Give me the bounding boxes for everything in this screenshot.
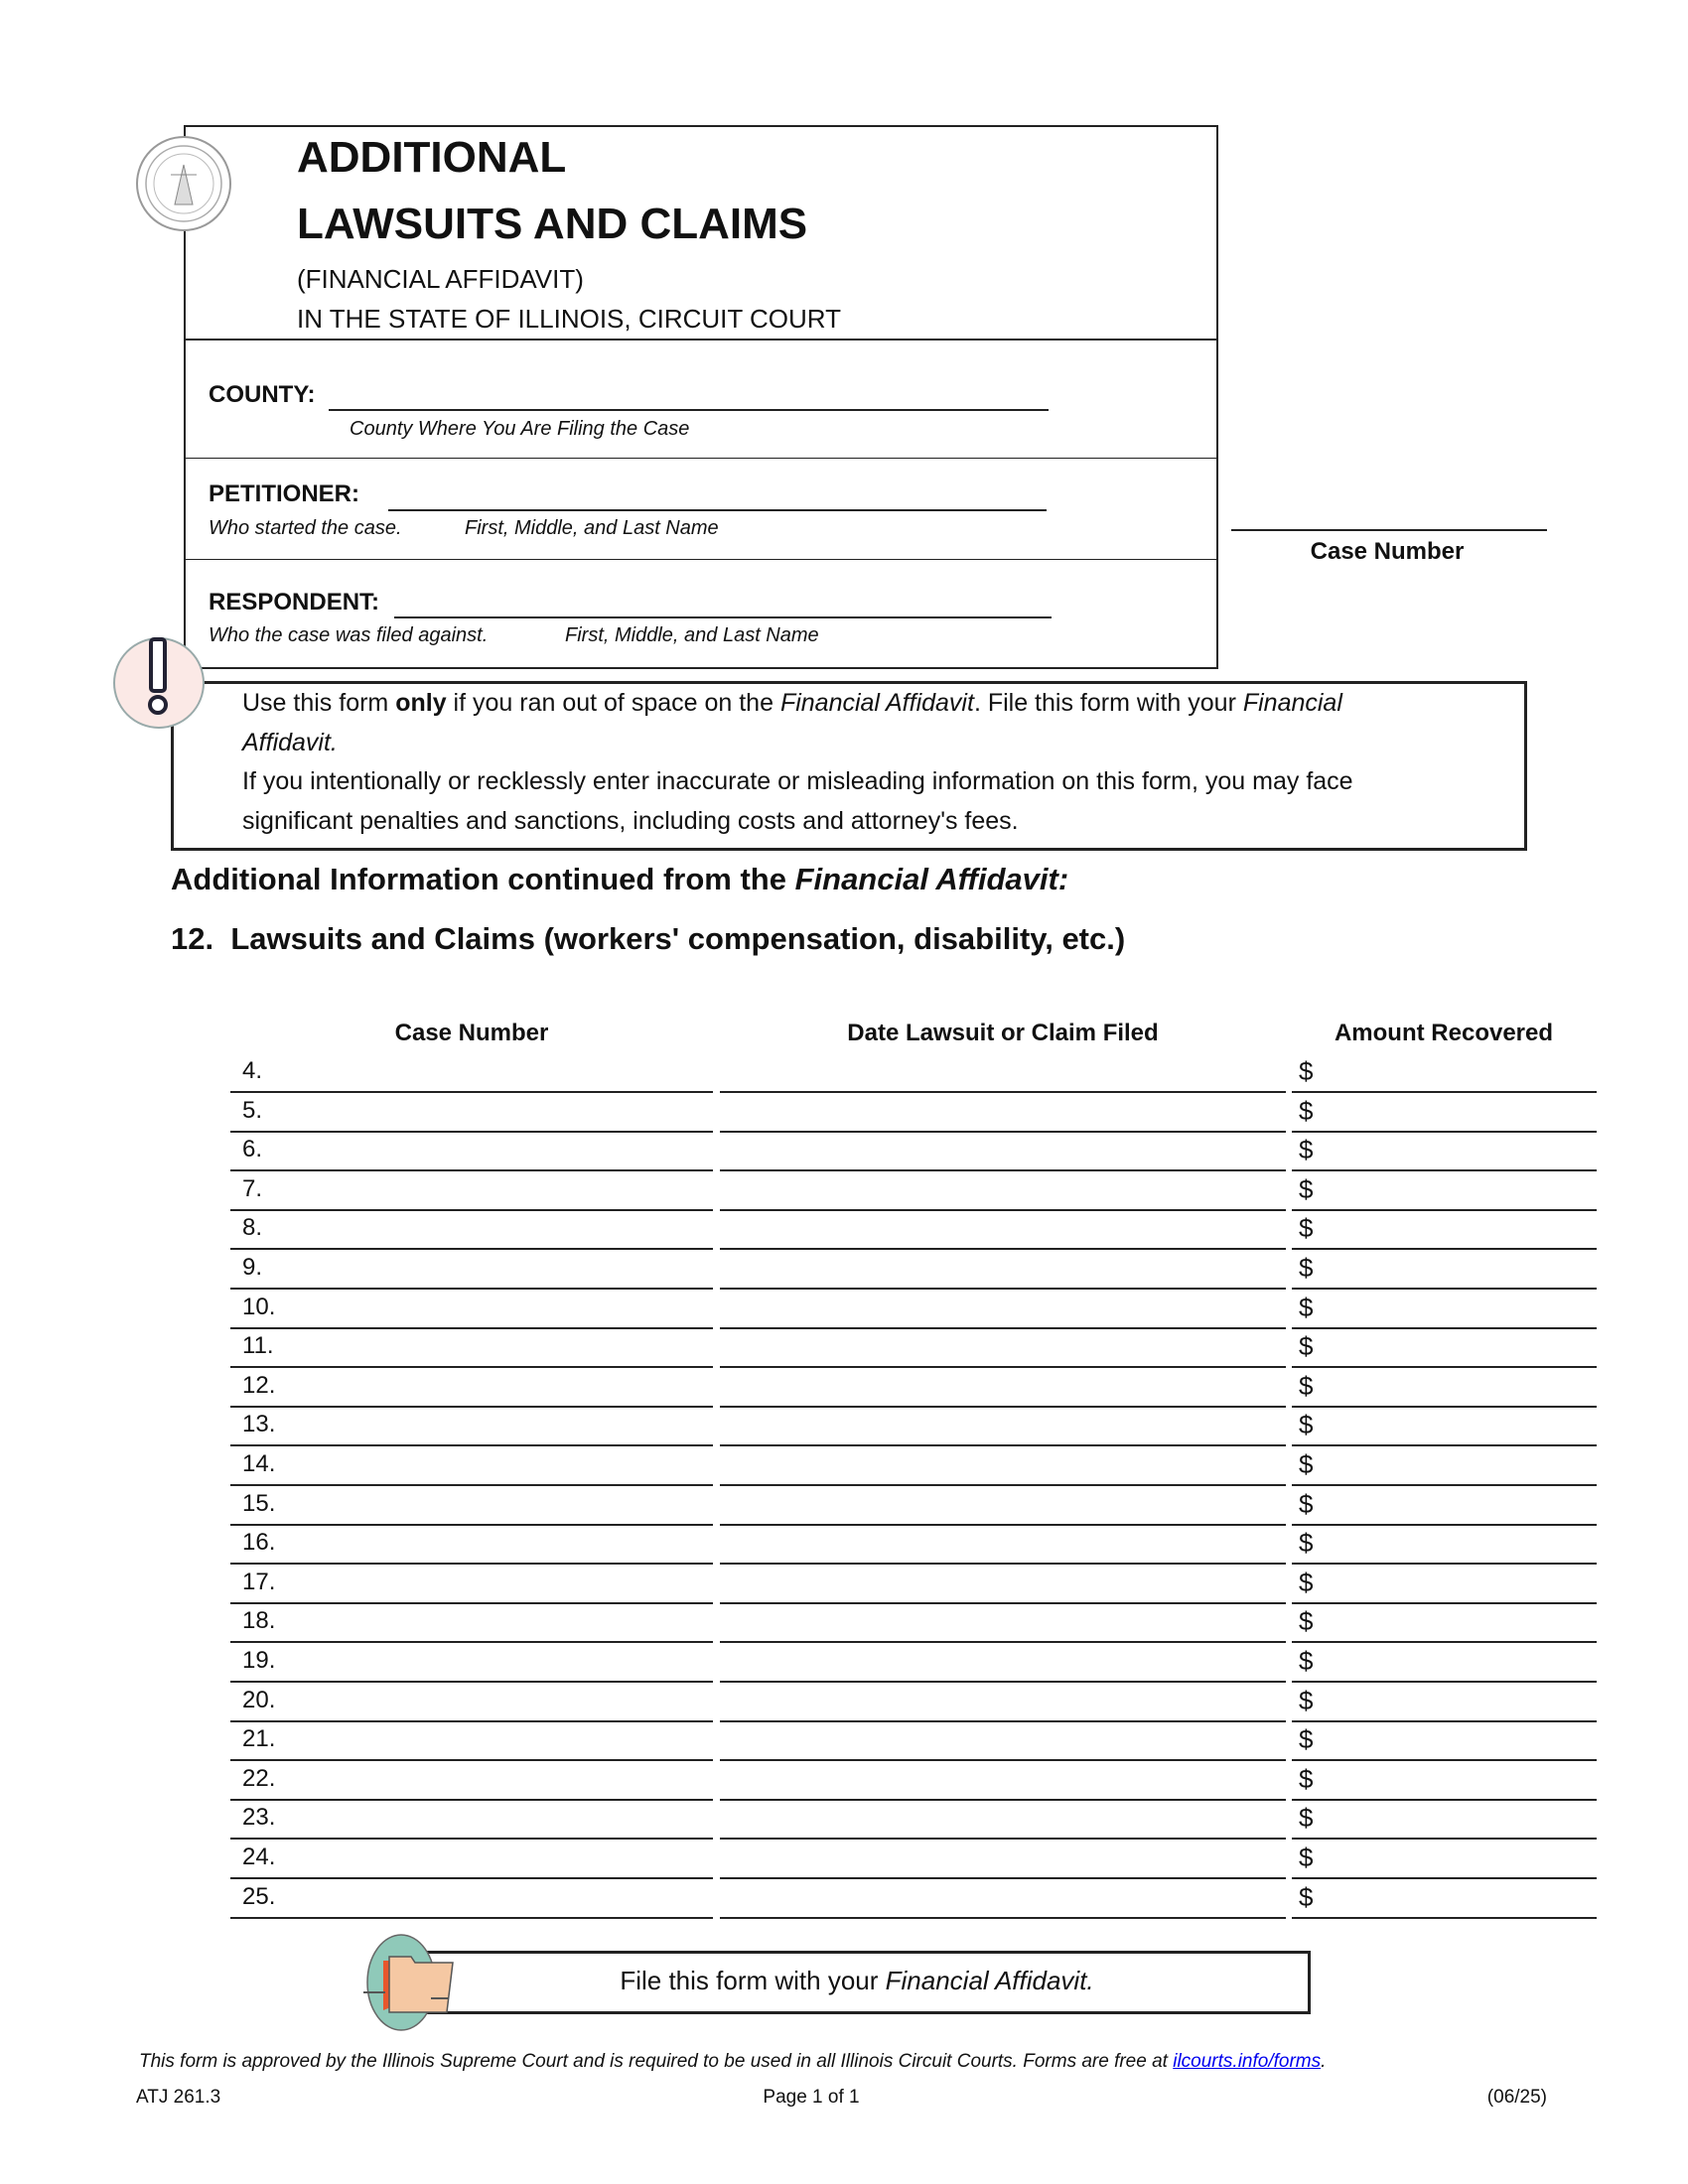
petitioner-label: PETITIONER: bbox=[209, 480, 360, 507]
table-row bbox=[0, 1328, 1688, 1368]
table-row bbox=[0, 1053, 1688, 1093]
county-input[interactable] bbox=[329, 409, 1049, 411]
dollar-sign: $ bbox=[1299, 1646, 1314, 1676]
table-row bbox=[0, 1721, 1688, 1761]
table-row bbox=[0, 1171, 1688, 1211]
dollar-sign: $ bbox=[1299, 1095, 1314, 1126]
row-number: 12. bbox=[242, 1371, 276, 1399]
row-number: 17. bbox=[242, 1568, 276, 1595]
case-number-cell-input[interactable] bbox=[230, 1917, 713, 1919]
date-filed-cell-input[interactable] bbox=[720, 1917, 1286, 1919]
exclamation-icon bbox=[109, 633, 209, 738]
divider bbox=[184, 559, 1216, 560]
petitioner-name-caption: First, Middle, and Last Name bbox=[465, 517, 719, 539]
table-row bbox=[0, 1368, 1688, 1408]
table-row bbox=[0, 1643, 1688, 1683]
amount-recovered-cell-input[interactable] bbox=[1292, 1917, 1597, 1919]
dollar-sign: $ bbox=[1299, 1763, 1314, 1794]
row-number: 16. bbox=[242, 1529, 276, 1557]
respondent-label: RESPONDENT: bbox=[209, 589, 380, 615]
table-row bbox=[0, 1250, 1688, 1290]
dollar-sign: $ bbox=[1299, 1173, 1314, 1204]
row-number: 10. bbox=[242, 1293, 276, 1320]
petitioner-input[interactable] bbox=[388, 509, 1047, 511]
dollar-sign: $ bbox=[1299, 1135, 1314, 1165]
table-row bbox=[0, 1525, 1688, 1565]
dollar-sign: $ bbox=[1299, 1843, 1314, 1872]
warning-text-line1: Use this form only if you ran out of space on the Financial Affidavit. File this form with your Financial bbox=[242, 689, 1342, 717]
dollar-sign: $ bbox=[1299, 1331, 1314, 1362]
dollar-sign: $ bbox=[1299, 1488, 1314, 1519]
row-number: 5. bbox=[242, 1096, 263, 1124]
row-number: 19. bbox=[242, 1647, 276, 1674]
row-number: 25. bbox=[242, 1882, 276, 1910]
folder-icon bbox=[350, 1931, 459, 2039]
table-row bbox=[0, 1446, 1688, 1486]
dollar-sign: $ bbox=[1299, 1370, 1314, 1401]
dollar-sign: $ bbox=[1299, 1213, 1314, 1244]
row-number: 24. bbox=[242, 1843, 276, 1870]
table-row bbox=[0, 1210, 1688, 1250]
column-header-case-number: Case Number bbox=[394, 1020, 549, 1046]
divider bbox=[184, 339, 1216, 341]
row-number: 9. bbox=[242, 1254, 263, 1281]
table-row bbox=[0, 1603, 1688, 1643]
warning-text-line4: significant penalties and sanctions, including costs and attorney's fees. bbox=[242, 807, 1019, 835]
divider bbox=[184, 458, 1216, 459]
dollar-sign: $ bbox=[1299, 1803, 1314, 1834]
case-number-input[interactable] bbox=[1231, 529, 1547, 531]
form-id: ATJ 261.3 bbox=[136, 2087, 221, 2108]
table-row bbox=[0, 1683, 1688, 1722]
form-title-line1: ADDITIONAL bbox=[297, 133, 567, 182]
form-subtitle: (FINANCIAL AFFIDAVIT) bbox=[297, 264, 584, 294]
item-heading: 12. Lawsuits and Claims (workers' compensation, disability, etc.) bbox=[171, 921, 1126, 956]
table-row bbox=[0, 1879, 1688, 1919]
forms-link[interactable]: ilcourts.info/forms bbox=[1173, 2051, 1322, 2072]
page-number: Page 1 of 1 bbox=[763, 2087, 860, 2108]
dollar-sign: $ bbox=[1299, 1567, 1314, 1597]
dollar-sign: $ bbox=[1299, 1528, 1314, 1559]
table-row bbox=[0, 1407, 1688, 1446]
approval-notice: This form is approved by the Illinois Supreme Court and is required to be used in all Illinois Circuit Courts. Forms are free at ilcourts.info/forms. bbox=[139, 2051, 1327, 2072]
case-number-label: Case Number bbox=[1310, 538, 1465, 565]
row-number: 6. bbox=[242, 1136, 263, 1163]
county-caption: County Where You Are Filing the Case bbox=[350, 418, 690, 440]
court-name: IN THE STATE OF ILLINOIS, CIRCUIT COURT bbox=[297, 304, 841, 334]
row-number: 20. bbox=[242, 1686, 276, 1713]
row-number: 15. bbox=[242, 1489, 276, 1517]
row-number: 18. bbox=[242, 1607, 276, 1635]
row-number: 14. bbox=[242, 1450, 276, 1477]
dollar-sign: $ bbox=[1299, 1606, 1314, 1637]
row-number: 23. bbox=[242, 1804, 276, 1832]
table-row bbox=[0, 1761, 1688, 1801]
dollar-sign: $ bbox=[1299, 1056, 1314, 1086]
dollar-sign: $ bbox=[1299, 1292, 1314, 1322]
row-number: 7. bbox=[242, 1174, 263, 1202]
row-number: 4. bbox=[242, 1057, 263, 1084]
column-header-date: Date Lawsuit or Claim Filed bbox=[847, 1020, 1159, 1046]
county-label: COUNTY: bbox=[209, 381, 316, 408]
revision-date: (06/25) bbox=[1486, 2087, 1547, 2108]
dollar-sign: $ bbox=[1299, 1724, 1314, 1755]
row-number: 21. bbox=[242, 1725, 276, 1753]
table-row bbox=[0, 1132, 1688, 1171]
column-header-amount: Amount Recovered bbox=[1334, 1020, 1554, 1046]
table-row bbox=[0, 1840, 1688, 1879]
dollar-sign: $ bbox=[1299, 1410, 1314, 1440]
table-row bbox=[0, 1486, 1688, 1526]
table-row bbox=[0, 1800, 1688, 1840]
petitioner-caption: Who started the case. bbox=[209, 517, 402, 539]
dollar-sign: $ bbox=[1299, 1449, 1314, 1479]
dollar-sign: $ bbox=[1299, 1881, 1314, 1912]
respondent-input[interactable] bbox=[394, 616, 1052, 618]
dollar-sign: $ bbox=[1299, 1253, 1314, 1283]
respondent-caption: Who the case was filed against. bbox=[209, 624, 489, 646]
row-number: 22. bbox=[242, 1764, 276, 1792]
form-title-line2: LAWSUITS AND CLAIMS bbox=[297, 200, 808, 248]
file-notice-text: File this form with your Financial Affidavit. bbox=[620, 1966, 1094, 1995]
dollar-sign: $ bbox=[1299, 1685, 1314, 1715]
section-heading: Additional Information continued from the Financial Affidavit: bbox=[171, 862, 1069, 896]
row-number: 13. bbox=[242, 1411, 276, 1438]
court-seal-icon bbox=[135, 135, 232, 237]
warning-text-line3: If you intentionally or recklessly enter inaccurate or misleading information on this form, you may face bbox=[242, 767, 1353, 795]
row-number: 8. bbox=[242, 1214, 263, 1242]
table-row bbox=[0, 1093, 1688, 1133]
respondent-name-caption: First, Middle, and Last Name bbox=[565, 624, 819, 646]
table-row bbox=[0, 1565, 1688, 1604]
row-number: 11. bbox=[242, 1332, 274, 1360]
warning-text-line2: Affidavit. bbox=[242, 729, 338, 756]
table-row bbox=[0, 1290, 1688, 1329]
